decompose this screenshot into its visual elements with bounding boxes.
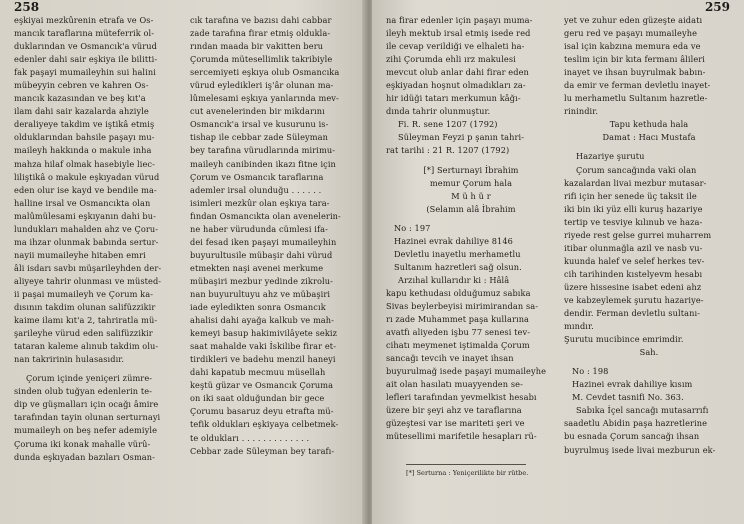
text-line: No : 198 <box>572 366 609 377</box>
text-line: Fi. R. sene 1207 (1792) <box>398 119 498 130</box>
text-line: Sabıka İçel sancağı mutasarrıfı <box>576 405 709 416</box>
text-line: olduklarından bahsile paşayı mu- <box>14 132 155 143</box>
text-line: buyurulmağ isede paşayi mumaileyhe <box>386 366 547 377</box>
text-line: ile cevap verildiği ve elhaleti ha- <box>386 41 525 52</box>
text-line: teslim için bir kıta fermanı âlileri <box>564 54 706 65</box>
text-line: lu merhametlu Sultanım hazretle- <box>564 93 708 104</box>
text-line: maileyh canibinden ikazı fitne için <box>190 158 336 169</box>
text-line: sercemiyeti eşkıya olub Osmancıka <box>190 67 340 78</box>
footnote: [*] Serturna : Yeniçerilikte bir rütbe. <box>406 469 529 477</box>
text-line: eşkiyadan hoşnut olmadıkları za- <box>386 80 526 91</box>
text-line: tefik oldukları eşkiyaya celbetmek- <box>190 419 339 430</box>
text-line: iade eyledikten sonra Osmancık <box>190 302 326 313</box>
text-line: etmekten naşi avenei merkume <box>190 262 324 273</box>
text-line: Sivas beylerbeyisi mirimirandan sa- <box>386 300 539 311</box>
text-line: fak paşayi mumaileyhin sui halini <box>14 67 156 78</box>
text-line: rifi için her senede üç taksit ile <box>564 190 697 201</box>
text-line: mancık kazasından ve beş kıt'a <box>14 93 146 104</box>
text-line: duklarından ve Osmancık'a vürud <box>14 41 158 52</box>
text-line: üzere bir şeyi ahz ve taraflarına <box>386 405 522 416</box>
text-line: geru red ve paşayı mumaileyhe <box>564 28 698 39</box>
text-line: Çorum ve Osmancık taraflarına <box>190 171 324 182</box>
text-line: Hazinei evrak dahiliye kısım <box>572 379 693 390</box>
text-line: kemeyi basup hakimivilâyete sekiz <box>190 328 338 339</box>
text-line: rat tarihi : 21 R. 1207 (1792) <box>386 145 510 156</box>
text-line: (Selamın alâ İbrahim <box>426 203 516 214</box>
text-line: mındır. <box>564 321 594 332</box>
text-line: eşkiyai mezkûrenin etrafa ve Os- <box>14 15 154 25</box>
text-line: nayii mumaileyhe hitaben emri <box>14 249 146 260</box>
text-line: hir idüği tatarı merkumun kâğı- <box>386 93 521 104</box>
text-line: mübeyyin cebren ve kahren Os- <box>14 80 149 91</box>
text-line: Şurutu mucibince emrimdir. <box>564 334 684 345</box>
text-line: ve kabzeylemek şurutu hazariye- <box>564 294 704 305</box>
text-line: avatfı aliyeden işbu 77 senesi tev- <box>386 327 531 338</box>
text-line: saadetlu Abidin paşa hazretlerine <box>564 418 708 429</box>
text-line: ahalisi dahi ayağa kalkub ve mah- <box>190 315 335 326</box>
text-line: tataran kaleme alınub takdim olu- <box>14 341 159 352</box>
text-line: kazalardan livai mezbur mutasar- <box>564 177 707 188</box>
text-line: zihi Çorumda ehli ırz makulesi <box>386 54 516 65</box>
text-line: eden olur ise kayd ve bendile ma- <box>14 184 157 195</box>
text-line: Çoruma iki konak mahalle vürû- <box>14 438 151 449</box>
text-line: itibar olunmağla azil ve nasb vu- <box>564 242 703 253</box>
text-line: mahza hilaf olmak hasebiyle liec- <box>14 158 155 169</box>
text-line: dısının takdim olunan salifüzzikir <box>14 302 156 313</box>
text-line: lundukları mahalden ahz ve Çoru- <box>14 223 159 234</box>
text-line: rı zade Muhammet paşa kullarına <box>386 314 530 325</box>
text-line: Hazinei evrak dahiliye 8146 <box>394 235 513 246</box>
text-line: üzere hissesine isabet edeni ahz <box>564 281 702 292</box>
text-line: sancağı tevcih ve inayet ihsan <box>386 353 514 364</box>
text-line: da emir ve ferman devletlu inayet- <box>564 80 711 91</box>
text-line: ma ihzar olunmak babında sertur- <box>14 236 159 247</box>
text-line: cih tarihinden kıstelyevm hesabı <box>564 268 703 279</box>
text-line: lefleri tarafından yevmelkist hesabı <box>386 392 537 403</box>
right-page-column-1 <box>386 14 556 444</box>
text-line: fından Osmancıkta olan avenelerin- <box>190 210 341 221</box>
text-line: nan buyurultuyu ahz ve mübaşiri <box>190 288 331 299</box>
text-line: buyurultusile mübaşir dahi vürud <box>190 249 333 260</box>
text-line: dip ve güşmalları için ocağı âmire <box>14 399 159 410</box>
text-line: ii paşai mumaileyh ve Çorum ka- <box>14 288 154 299</box>
text-line: Çorum içinde yeniçeri zümre- <box>26 373 153 384</box>
text-line: aliyeye tahrir olunması ve müsted- <box>14 275 162 286</box>
text-line: vürud eyledikleri iş'âr olunan ma- <box>190 80 334 91</box>
text-line: cut avenelerinden bir mikdarını <box>190 106 325 117</box>
text-line: tertip ve tesviye kılınub ve haza- <box>564 216 703 227</box>
text-line: Osmancık'a irsal ve kusurunu is- <box>190 119 329 130</box>
text-line: memur Çorum hala <box>429 177 513 188</box>
text-line: te oldukları . . . . . . . . . . . . . <box>190 432 310 443</box>
text-line: rinindir. <box>564 106 599 117</box>
text-line: sinden olub tuğyan edenlerin te- <box>14 386 153 397</box>
left-page-column-2 <box>190 14 358 458</box>
text-line: Çorumda mütesellimlik takribiyle <box>190 54 333 65</box>
text-line: M ü h ü r <box>451 190 491 201</box>
text-line: zade tarafına firar etmiş oldukla- <box>190 28 331 39</box>
text-line: isimleri mezkûr olan eşkıya tara- <box>190 197 330 208</box>
text-line: malûmülesami eşkıyanın dahi bu- <box>14 210 157 221</box>
text-line: on iki saat olduğundan bir gece <box>190 393 325 404</box>
text-line: Çorumu basaruz deyu etrafta mü- <box>190 406 334 417</box>
text-line: dahi kapatub mecmuu müsellah <box>190 367 326 378</box>
footnote-rule <box>406 464 526 465</box>
text-line: bu esnada Çorum sancağı ihsan <box>564 431 700 442</box>
text-line: kapu kethudası olduğumuz sabıka <box>386 287 531 298</box>
text-line: lûmelesami eşkıya yanlarında mev- <box>190 93 339 104</box>
text-line: na firar edenler için paşayı muma- <box>386 15 533 25</box>
text-line: âli isdarı savbı müşarileyhden der- <box>14 262 162 273</box>
text-line: tirdikleri ve badehu menzil haneyi <box>190 354 336 365</box>
right-page-number: 259 <box>704 0 730 14</box>
text-line: Süleyman Feyzi p şanın tahri- <box>398 132 525 143</box>
text-line: liliştikâ o makule eşkıyadan vürud <box>14 171 160 182</box>
text-line: dında tahrir olunmuştur. <box>386 106 491 117</box>
text-line: keştü güzar ve Osmancık Çoruma <box>190 380 334 391</box>
text-line: inayet ve ihsan buyrulmak babın- <box>564 67 706 78</box>
text-line: Hazariye şurutu <box>576 151 645 162</box>
text-line: cihatı meymenet iştimalda Çorum <box>386 340 530 351</box>
text-line: kuunda halef ve selef herkes tev- <box>564 255 705 266</box>
left-page-column-1 <box>14 14 182 464</box>
text-line: cık tarafına ve bazısı dahi cabbar <box>190 15 332 25</box>
text-line: [*] Serturnayi İbrahim <box>423 164 519 175</box>
text-line: Damat : Hacı Mustafa <box>602 132 696 143</box>
right-page-column-2 <box>564 14 734 457</box>
text-line: şarileyhe vürud eden salifüzzikir <box>14 328 153 339</box>
text-line: maileyh hakkında o makule inha <box>14 145 152 156</box>
text-line: ademler irsal olunduğu . . . . . . <box>190 184 322 195</box>
text-line: Tapu kethuda hala <box>609 119 689 130</box>
text-line: ileyh mektub irsal etmiş isede red <box>386 28 531 39</box>
text-line: tishap ile cebbar zade Süleyman <box>190 132 328 143</box>
text-line: mancık taraflarına müteferrik ol- <box>14 28 155 39</box>
text-line: dendir. Ferman devletlu sultanı- <box>564 308 701 319</box>
text-line: isal için kabzına memura eda ve <box>564 41 701 52</box>
text-line: güzeştesi var ise mariteti şeri ve <box>386 418 525 429</box>
text-line: riyede rest gelse gurrei muharrem <box>564 229 712 240</box>
text-line: edenler dahi sair eşkiya ile bilitti- <box>14 54 158 65</box>
text-line: mütesellimi marifetile hesapları rü- <box>386 431 537 442</box>
text-line: deraliyeye takdim ve iştikâ etmiş <box>14 119 155 130</box>
text-line: buyrulmuş isede livai mezburun ek- <box>564 444 716 455</box>
text-line: mumaileyh on beş nefer ademiyle <box>14 425 158 436</box>
text-line: mübaşiri mezbur yedinde zikrolu- <box>190 275 333 286</box>
text-line: bey tarafına vürudlarında mirimu- <box>190 145 336 156</box>
text-line: Sah. <box>639 347 659 358</box>
text-line: Cebbar zade Süleyman bey tarafı- <box>190 445 335 456</box>
text-line: Sultanım hazretleri sağ olsun. <box>394 261 522 272</box>
text-line: ait olan hasılatı muayyenden se- <box>386 379 523 390</box>
text-line: rından maada bir vakitten beru <box>190 41 324 52</box>
text-line: yet ve zuhur eden güzeşte aidatı <box>564 15 703 25</box>
text-line: dunda eşkıyadan bazıları Osman- <box>14 451 156 462</box>
text-line: dei fesad iken paşayi mumaileyhin <box>190 236 337 247</box>
text-line: Çorum sancağında vaki olan <box>576 164 697 175</box>
text-line: Arzıhal kullarıdır ki : Hâlâ <box>398 274 510 285</box>
text-line: Devletlu inayetlu merhametlu <box>394 248 521 259</box>
text-line: iki bin iki yüz elli kuruş hazariye <box>564 203 703 214</box>
left-page-number: 258 <box>14 0 40 14</box>
text-line: mevcut olub anlar dahi firar eden <box>386 67 529 78</box>
text-line: ilam dahi sair kazalarda ahziyle <box>14 106 149 117</box>
text-line: nan takririnin hulasasıdır. <box>14 354 125 365</box>
text-line: kaime ilamı kıt'a 2, tahriratla mü- <box>14 315 158 326</box>
text-line: saat mahalde vaki İskilibe firar et- <box>190 341 337 352</box>
right-page <box>372 0 744 524</box>
text-line: M. Cevdet tasnifi No. 363. <box>572 392 684 403</box>
text-line: No : 197 <box>394 222 431 233</box>
text-line: ne haber vürudunda cümlesi ifa- <box>190 223 328 234</box>
left-page <box>0 0 366 524</box>
text-line: tarafından tayin olunan serturnayi <box>14 412 161 423</box>
text-line: halline irsal ve Osmancıkta olan <box>14 197 151 208</box>
